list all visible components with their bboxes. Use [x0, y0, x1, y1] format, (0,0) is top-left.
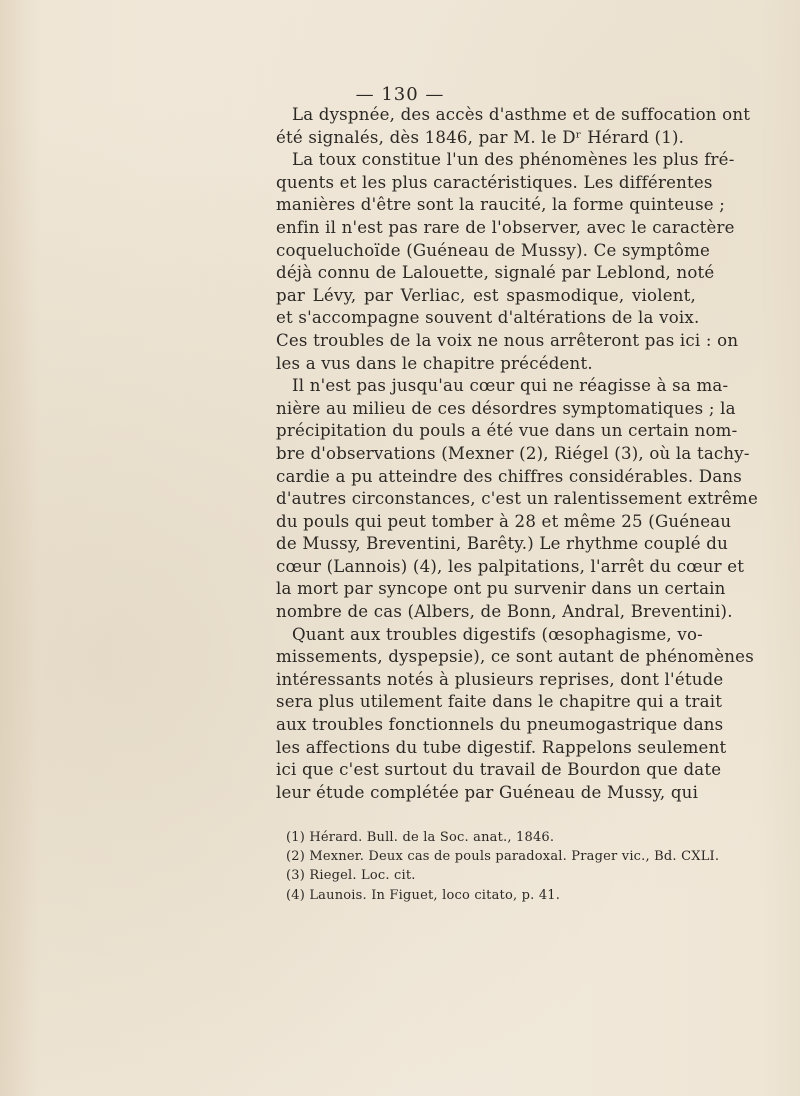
text-line: du pouls qui peut tomber à 28 et même 25 (Guéneau	[276, 511, 732, 531]
text-line: d'autres circonstances, c'est un ralentissement extrême	[276, 489, 759, 509]
text-line: la mort par syncope ont pu survenir dans un certain	[276, 579, 726, 599]
text-line: déjà connu de Lalouette, signalé par Leblond, noté	[276, 263, 715, 283]
text-line: ici que c'est surtout du travail de Bourdon que date	[276, 760, 722, 780]
text-line: La dyspnée, des accès d'asthme et de suffocation ont	[292, 105, 751, 124]
text-line: Quant aux troubles digestifs (œsophagisme, vo-	[292, 624, 703, 644]
text-line: aux troubles fonctionnels du pneumogastrique dans	[276, 715, 724, 735]
text-line: Ces troubles de la voix ne nous arrêteront pas ici : on	[276, 330, 739, 350]
text-line: les affections du tube digestif. Rappelons seulement	[276, 737, 727, 757]
page-number: — 130 —	[355, 84, 445, 105]
text-line: nombre de cas (Albers, de Bonn, Andral, Breventini).	[276, 602, 733, 622]
text-line: manières d'être sont la raucité, la forme quinteuse ;	[276, 195, 726, 215]
footnote: (2) Mexner. Deux cas de pouls paradoxal. Prager vic., Bd. CXLI.	[286, 849, 720, 865]
text-line: et s'accompagne souvent d'altérations de la voix.	[276, 308, 700, 328]
paragraph	[276, 375, 759, 624]
footnote: (1) Hérard. Bull. de la Soc. anat., 1846.	[286, 830, 555, 845]
footnotes	[286, 828, 720, 905]
text-line: cardie a pu atteindre des chiffres considérables. Dans	[276, 466, 743, 486]
text-line: bre d'observations (Mexner (2), Riégel (3), où la tachy-	[276, 443, 750, 463]
text-line: cœur (Lannois) (4), les palpitations, l'arrêt du cœur et	[276, 556, 745, 576]
text-line: missements, dyspepsie), ce sont autant de phénomènes	[276, 647, 754, 667]
footnote: (4) Launois. In Figuet, loco citato, p. 41.	[286, 887, 561, 903]
text-line: enfin il n'est pas rare de l'observer, avec le caractère	[276, 217, 735, 237]
text-line: nière au milieu de ces désordres symptomatiques ; la	[276, 398, 736, 418]
text-line: par Lévy, par Verliac, est spasmodique, violent,	[276, 285, 696, 305]
text-line: coqueluchoïde (Guéneau de Mussy). Ce symptôme	[276, 240, 711, 260]
paragraph	[276, 149, 739, 375]
text-line: précipitation du pouls a été vue dans un certain nom-	[276, 421, 738, 441]
text-line: quents et les plus caractéristiques. Les différentes	[276, 172, 713, 192]
text-line: les a vus dans le chapitre précédent.	[276, 353, 593, 373]
paragraph	[276, 104, 751, 149]
text-line: leur étude complétée par Guéneau de Mussy, qui	[276, 782, 699, 802]
footnote: (3) Riegel. Loc. cit.	[286, 868, 416, 884]
text-line: La toux constitue l'un des phénomènes les plus fré-	[292, 150, 735, 170]
body-text	[276, 104, 759, 804]
paragraph	[276, 624, 754, 805]
text-line: de Mussy, Breventini, Barêty.) Le rhythme couplé du	[276, 534, 728, 554]
text-line: Il n'est pas jusqu'au cœur qui ne réagisse à sa ma-	[292, 376, 729, 396]
text-line: intéressants notés à plusieurs reprises, dont l'étude	[276, 669, 724, 689]
text-line: été signalés, dès 1846, par M. le Dʳ Hérard (1).	[276, 127, 685, 147]
text-line: sera plus utilement faite dans le chapitre qui a trait	[276, 692, 723, 712]
